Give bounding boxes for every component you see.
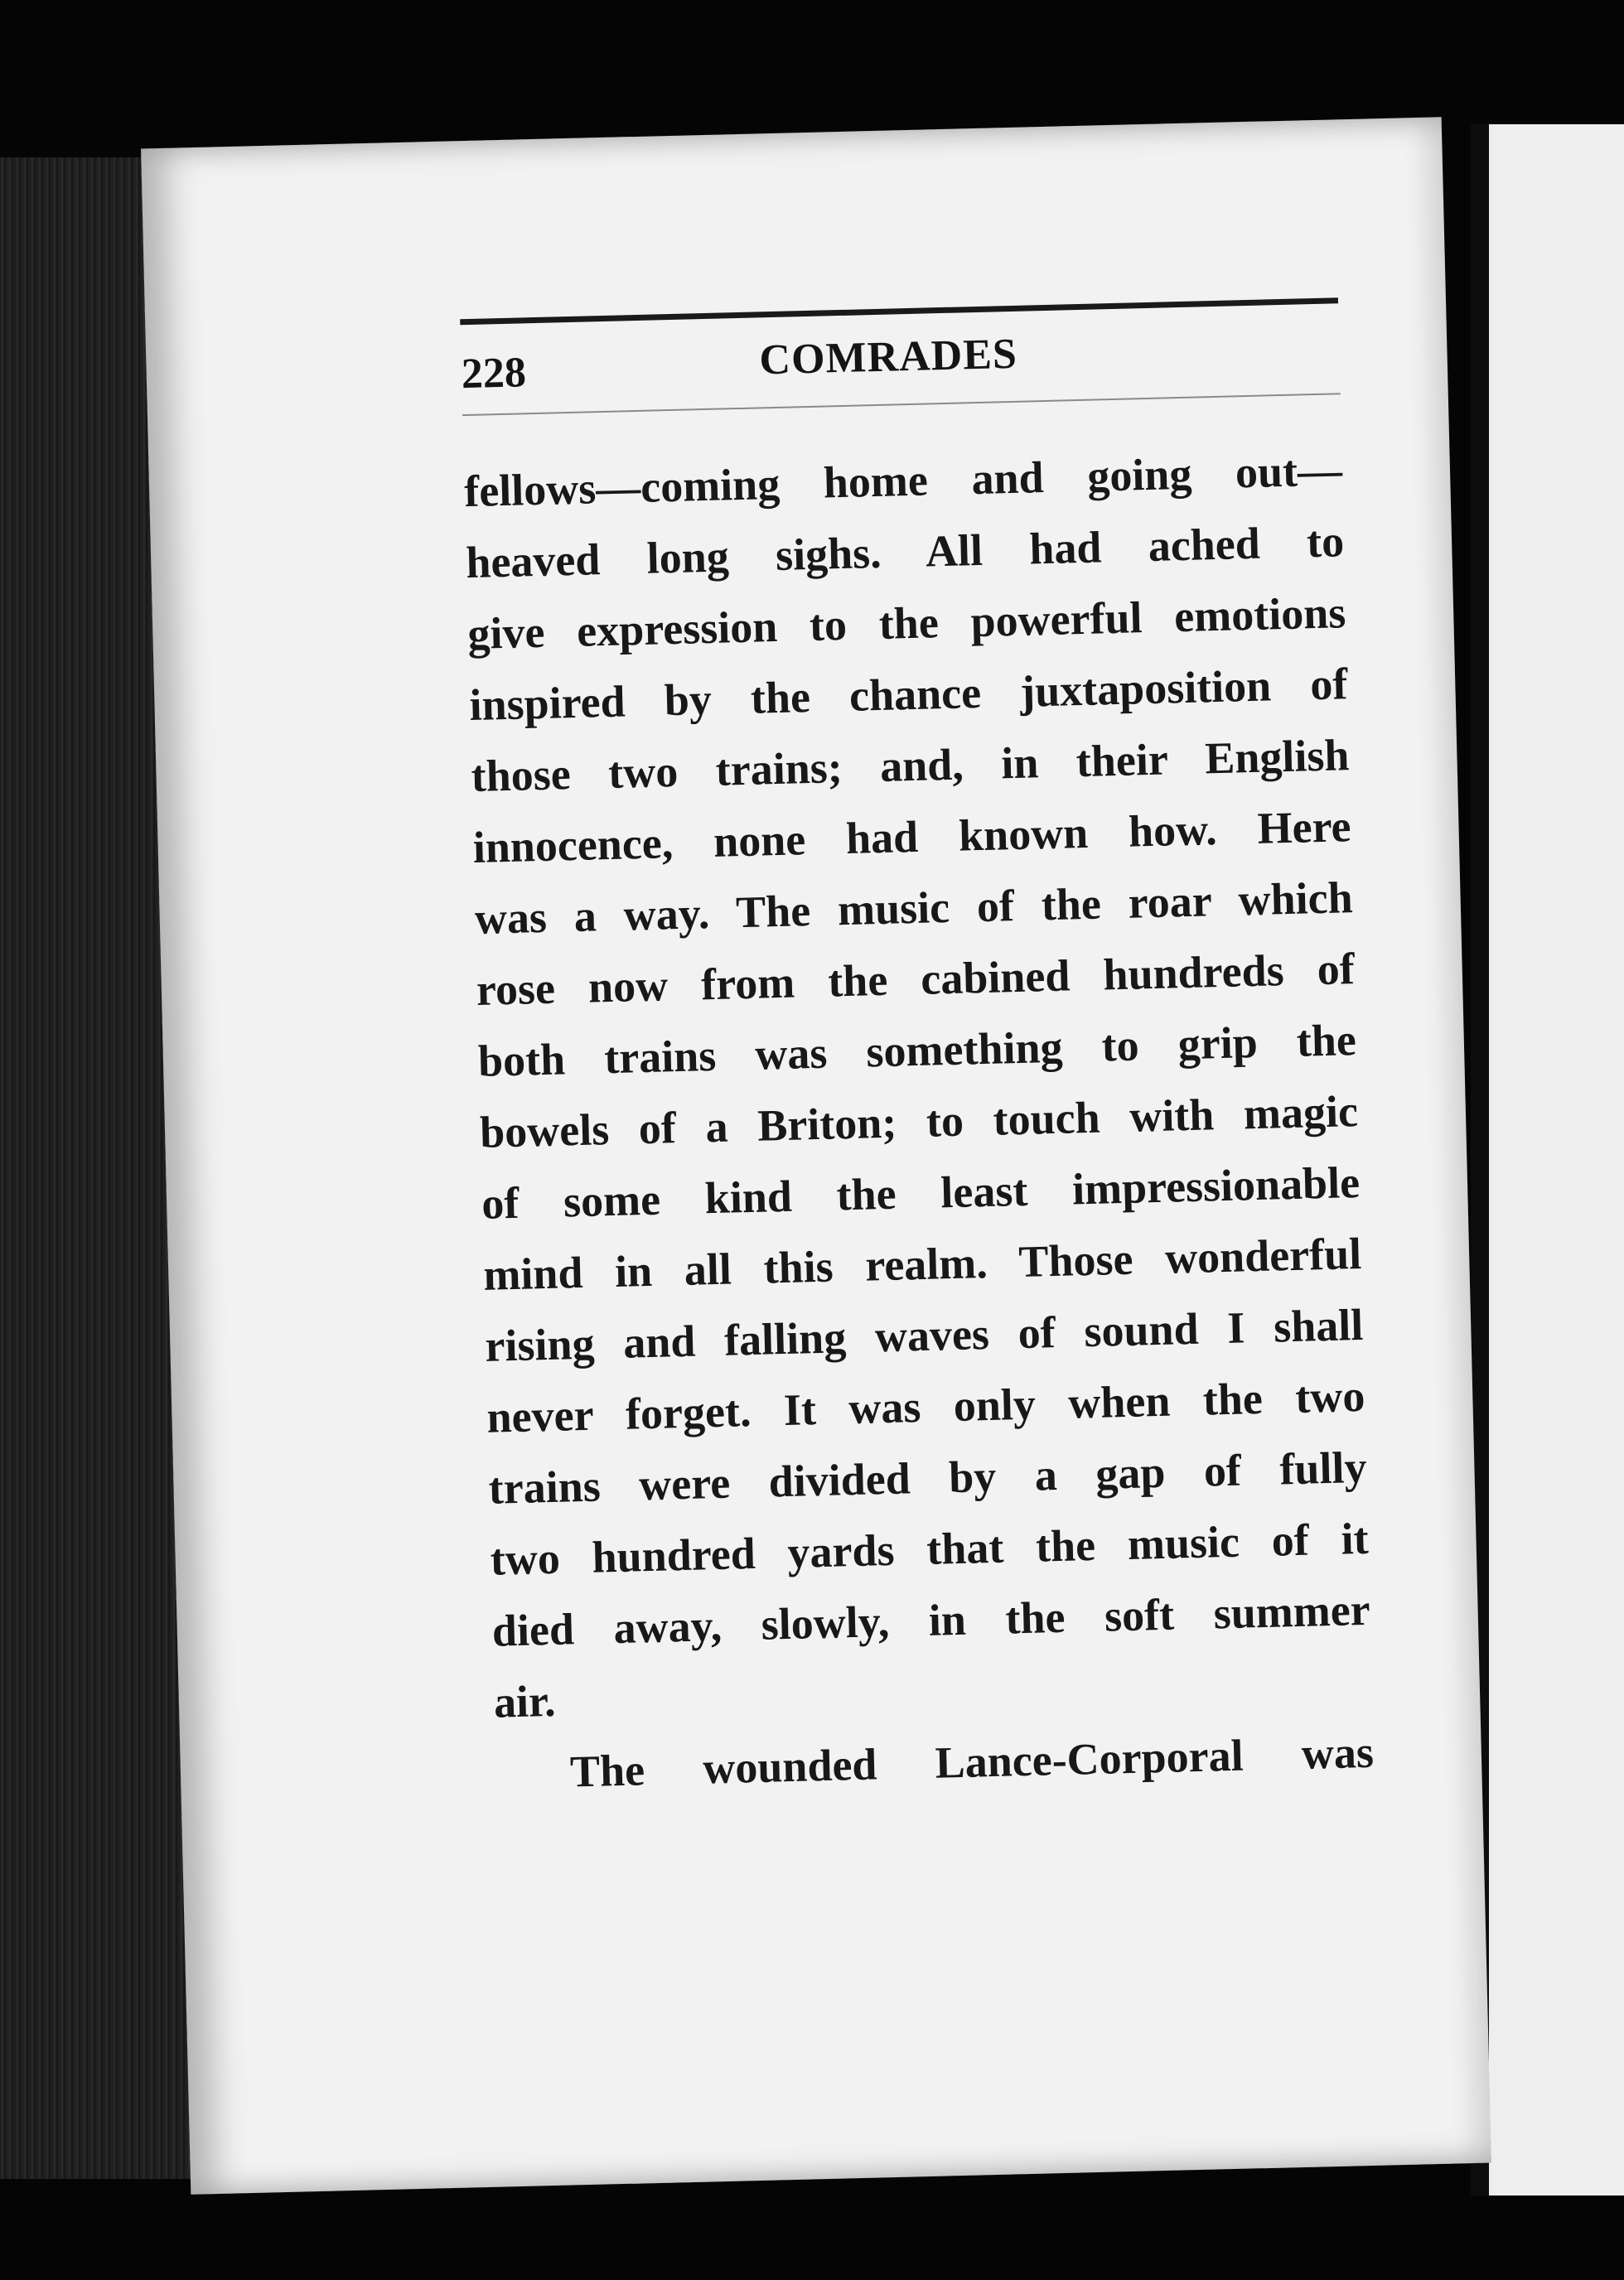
body-text	[463, 434, 1375, 1809]
text-line: trains were divided by a gap of fully	[487, 1442, 1368, 1514]
text-line: rose now from the cabined hundreds of	[476, 944, 1356, 1015]
text-line: innocence, none had known how. Here	[472, 801, 1352, 873]
running-title: COMRADES	[758, 330, 1018, 384]
text-line: give expression to the powerful emotions	[466, 587, 1346, 659]
header-rule	[460, 297, 1338, 325]
book-page	[141, 117, 1491, 2195]
text-line: bowels of a Briton; to touch with magic	[479, 1086, 1359, 1157]
text-line: of some kind the least impressionable	[481, 1157, 1361, 1229]
text-line: both trains was something to grip the	[477, 1015, 1357, 1086]
text-line: died away, slowly, in the soft summer	[491, 1584, 1371, 1656]
text-line: inspired by the chance juxtaposition of	[468, 659, 1349, 731]
paragraph-start-line: The wounded Lance-Corporal was	[569, 1727, 1375, 1797]
paragraph-end-line: air.	[493, 1675, 557, 1727]
page-content	[460, 297, 1375, 1809]
text-line: never forget. It was only when the two	[486, 1370, 1366, 1442]
facing-page-edge	[1471, 124, 1624, 2195]
text-line: fellows—coming home and going out—	[463, 445, 1343, 517]
text-line: two hundred yards that the music of it	[490, 1513, 1370, 1585]
text-line: was a way. The music of the roar which	[474, 872, 1354, 944]
text-line: heaved long sighs. All had ached to	[465, 516, 1345, 588]
page-number: 228	[461, 349, 527, 399]
text-line: mind in all this realm. Those wonderful	[482, 1228, 1362, 1300]
header-underline	[462, 393, 1341, 416]
running-head	[461, 328, 1340, 399]
text-line: those two trains; and, in their English	[470, 730, 1351, 802]
text-line: rising and falling waves of sound I shall	[484, 1299, 1364, 1371]
